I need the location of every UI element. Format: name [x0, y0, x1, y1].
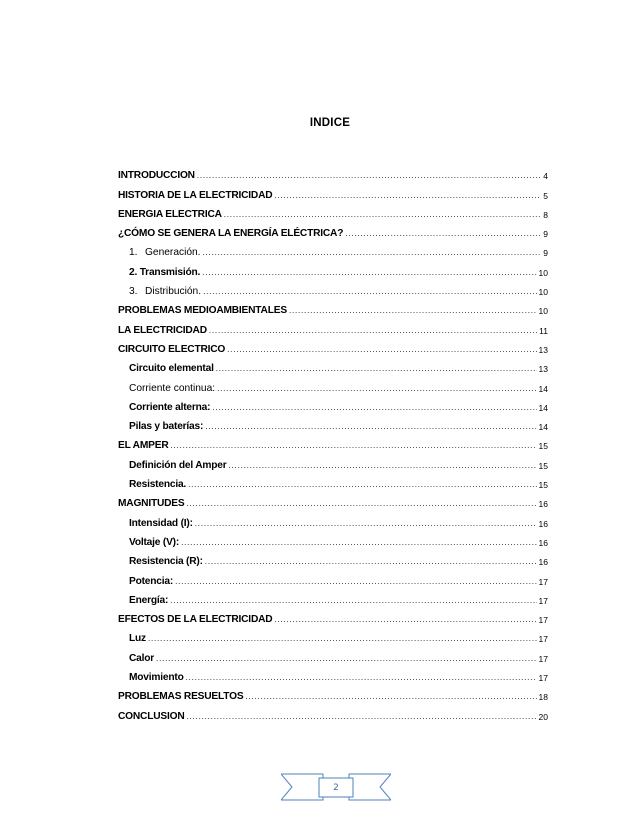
toc-entry[interactable] [118, 298, 548, 317]
toc-dot-leader [245, 691, 536, 703]
toc-entry[interactable] [118, 452, 548, 471]
toc-entry[interactable] [118, 665, 548, 684]
toc-entry-text: Distribución. [145, 286, 202, 298]
toc-entry[interactable] [118, 259, 548, 278]
toc-entry-text: Corriente continua: [129, 382, 216, 394]
toc-entry-page: 10 [538, 287, 548, 298]
toc-entry[interactable] [118, 626, 548, 645]
toc-entry-label [129, 267, 200, 279]
toc-dot-leader [203, 247, 542, 259]
toc-entry-label [118, 440, 168, 452]
toc-entry-label [129, 363, 214, 375]
toc-dot-leader [170, 595, 536, 607]
toc-entry-page: 9 [543, 248, 548, 259]
toc-entry-text: Luz [129, 633, 146, 645]
toc-entry-page: 16 [538, 537, 548, 548]
toc-entry-page: 8 [543, 209, 548, 220]
toc-entry-label [118, 209, 222, 221]
toc-entry-page: 10 [538, 267, 548, 278]
toc-entry[interactable] [118, 530, 548, 549]
toc-entry-text: EFECTOS DE LA ELECTRICIDAD [118, 614, 273, 626]
toc-entry-page: 17 [538, 653, 548, 664]
toc-entry-page: 18 [538, 692, 548, 703]
toc-entry-page: 10 [538, 306, 548, 317]
toc-entry[interactable] [118, 433, 548, 452]
toc-dot-leader [186, 672, 537, 684]
toc-entry[interactable] [118, 317, 548, 336]
toc-entry-label [129, 460, 227, 472]
toc-entry-text: Potencia: [129, 575, 174, 587]
toc-entry-text: Pilas y baterías: [129, 421, 204, 433]
toc-entry[interactable] [118, 202, 548, 221]
toc-dot-leader [186, 711, 536, 723]
toc-dot-leader [224, 209, 542, 221]
toc-entry-text: HISTORIA DE LA ELECTRICIDAD [118, 189, 273, 201]
toc-entry-label [118, 614, 272, 626]
toc-entry-label [118, 498, 184, 510]
toc-dot-leader [188, 479, 536, 491]
toc-entry-label [129, 556, 203, 568]
toc-entry-text: Movimiento [129, 672, 184, 684]
toc-entry-label [129, 286, 201, 298]
toc-entry-page: 16 [538, 518, 548, 529]
toc-entry-page: 14 [538, 402, 548, 413]
toc-entry[interactable] [118, 568, 548, 587]
toc-entry-label [118, 170, 195, 182]
toc-dot-leader [216, 363, 537, 375]
toc-entry-page: 14 [538, 422, 548, 433]
toc-entry-text: EL AMPER [118, 440, 169, 452]
toc-entry-page: 15 [538, 460, 548, 471]
toc-entry-number: 1. [129, 247, 138, 259]
toc-dot-leader [227, 344, 536, 356]
toc-entry-page: 16 [538, 499, 548, 510]
toc-entry-page: 4 [543, 171, 548, 182]
toc-dot-leader [175, 576, 536, 588]
toc-entry[interactable] [118, 375, 548, 394]
toc-entry-text: LA ELECTRICIDAD [118, 324, 207, 336]
toc-entry-text: Energía: [129, 594, 169, 606]
toc-entry-page: 9 [543, 229, 548, 240]
toc-dot-leader [156, 653, 536, 665]
toc-entry-page: 17 [538, 673, 548, 684]
toc-entry-label [118, 344, 225, 356]
toc-dot-leader [203, 286, 536, 298]
toc-entry-label [129, 479, 186, 491]
toc-entry-text: 2. Transmisión. [129, 266, 201, 278]
toc-entry-text: Voltaje (V): [129, 536, 180, 548]
toc-entry-label [129, 383, 215, 395]
toc-entry[interactable] [118, 588, 548, 607]
toc-entry-label [118, 190, 272, 202]
table-of-contents [118, 163, 548, 723]
toc-entry[interactable] [118, 549, 548, 568]
toc-entry[interactable] [118, 182, 548, 201]
toc-dot-leader [345, 228, 541, 240]
toc-entry[interactable] [118, 703, 548, 722]
toc-dot-leader [186, 498, 536, 510]
toc-entry-page: 17 [538, 634, 548, 645]
toc-dot-leader [181, 537, 536, 549]
toc-entry[interactable] [118, 472, 548, 491]
toc-entry-text: Calor [129, 652, 155, 664]
toc-dot-leader [205, 421, 536, 433]
toc-entry-text: Resistencia. [129, 479, 187, 491]
toc-entry-text: ¿CÓMO SE GENERA LA ENERGÍA ELÉCTRICA? [118, 228, 344, 240]
page-title: INDICE [309, 117, 351, 129]
toc-entry[interactable] [118, 645, 548, 664]
toc-entry-label [129, 518, 193, 530]
toc-dot-leader [202, 267, 536, 279]
toc-entry-label [129, 653, 154, 665]
toc-entry-text: CONCLUSION [118, 710, 185, 722]
toc-entry-page: 17 [538, 615, 548, 626]
toc-entry[interactable] [118, 684, 548, 703]
toc-entry[interactable] [118, 221, 548, 240]
toc-dot-leader [212, 402, 536, 414]
toc-entry-text: PROBLEMAS RESUELTOS [118, 691, 244, 703]
toc-entry-label [118, 305, 287, 317]
toc-entry-text: Generación. [145, 247, 201, 259]
toc-entry[interactable] [118, 356, 548, 375]
toc-entry[interactable] [118, 395, 548, 414]
toc-entry[interactable] [118, 607, 548, 626]
toc-entry-text: ENERGIA ELECTRICA [118, 208, 222, 220]
toc-entry-label [129, 421, 203, 433]
toc-entry-label [129, 537, 179, 549]
page-number: 2 [333, 783, 339, 793]
toc-entry-text: Intensidad (I): [129, 517, 193, 529]
ribbon-left-tail [281, 774, 323, 800]
toc-entry-page: 13 [538, 364, 548, 375]
toc-dot-leader [148, 633, 537, 645]
toc-entry-page: 15 [538, 441, 548, 452]
toc-entry-page: 11 [539, 325, 548, 336]
toc-dot-leader [205, 556, 537, 568]
toc-entry-label [129, 402, 210, 414]
toc-dot-leader [209, 325, 537, 337]
toc-dot-leader [229, 460, 537, 472]
toc-entry-page: 14 [538, 383, 548, 394]
toc-entry-text: Resistencia (R): [129, 556, 203, 568]
toc-entry-label [118, 691, 243, 703]
toc-entry[interactable] [118, 337, 548, 356]
toc-entry-text: CIRCUITO ELECTRICO [118, 343, 226, 355]
toc-entry-text: Circuito elemental [129, 363, 214, 375]
toc-entry-text: MAGNITUDES [118, 498, 185, 510]
toc-entry-label [129, 672, 184, 684]
ribbon-right-tail [349, 774, 391, 800]
toc-dot-leader [195, 518, 537, 530]
toc-entry-label [118, 711, 184, 723]
toc-entry-text: Corriente alterna: [129, 401, 211, 413]
toc-entry-label [118, 325, 207, 337]
toc-entry-page: 16 [538, 557, 548, 568]
toc-dot-leader [217, 383, 536, 395]
toc-entry-text: Definición del Amper [129, 459, 227, 471]
toc-entry-page: 13 [538, 344, 548, 355]
toc-entry-page: 17 [538, 576, 548, 587]
toc-entry[interactable] [118, 510, 548, 529]
toc-entry-label [129, 576, 173, 588]
toc-entry[interactable] [118, 279, 548, 298]
toc-entry[interactable] [118, 163, 548, 182]
toc-entry-text: INTRODUCCION [118, 170, 195, 182]
toc-dot-leader [274, 614, 536, 626]
toc-dot-leader [170, 440, 536, 452]
toc-entry[interactable] [118, 414, 548, 433]
toc-entry[interactable] [118, 491, 548, 510]
toc-entry[interactable] [118, 240, 548, 259]
toc-entry-page: 5 [543, 190, 548, 201]
toc-entry-page: 20 [538, 711, 548, 722]
toc-entry-label [129, 595, 168, 607]
toc-entry-label [118, 228, 343, 240]
toc-entry-page: 15 [538, 480, 548, 491]
toc-entry-number: 3. [129, 286, 138, 298]
toc-dot-leader [289, 305, 537, 317]
toc-dot-leader [274, 190, 541, 202]
toc-entry-page: 17 [538, 595, 548, 606]
toc-dot-leader [197, 170, 541, 182]
toc-entry-label [129, 633, 146, 645]
toc-entry-text: PROBLEMAS MEDIOAMBIENTALES [118, 305, 287, 317]
toc-entry-label [129, 247, 201, 259]
